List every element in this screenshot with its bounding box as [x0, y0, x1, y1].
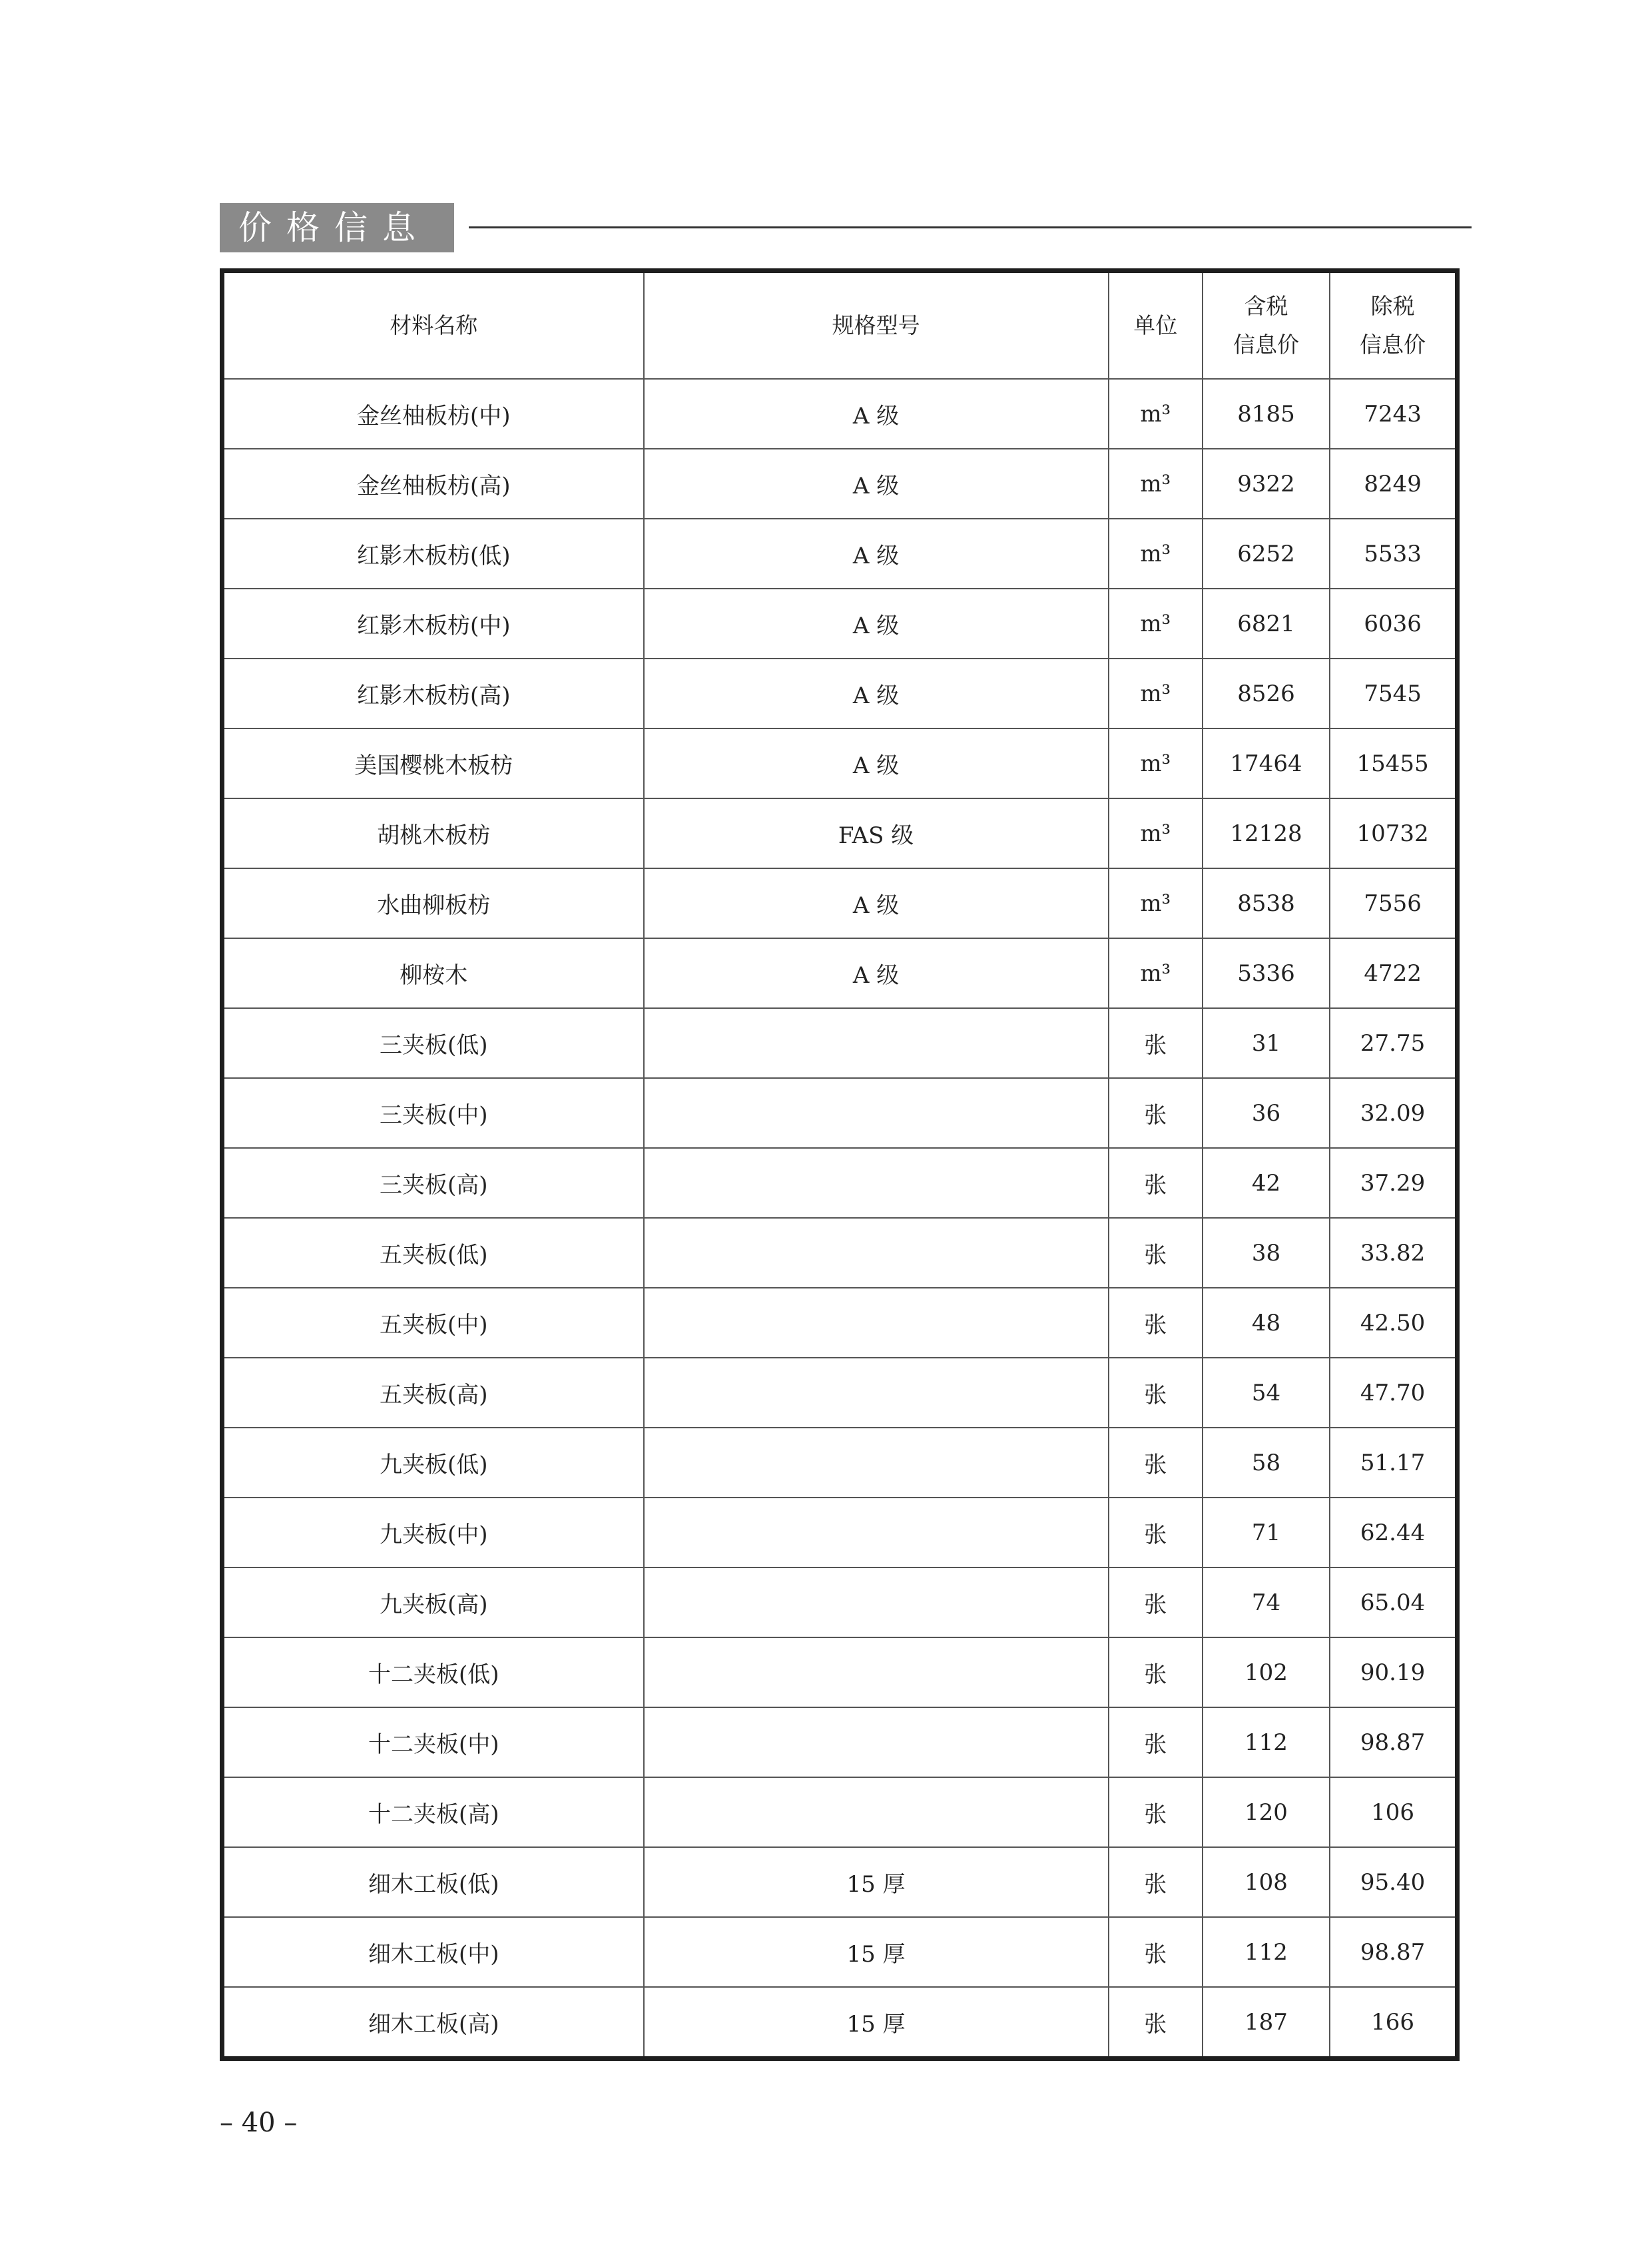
cell-unit: m³: [1109, 798, 1203, 868]
cell-material-name: 三夹板(低): [222, 1008, 644, 1078]
table-row: [222, 449, 1458, 519]
cell-spec: [644, 1288, 1109, 1358]
cell-material-name: 红影木板枋(中): [222, 589, 644, 659]
cell-spec: A 级: [644, 659, 1109, 728]
cell-unit: 张: [1109, 1707, 1203, 1777]
cell-unit: m³: [1109, 938, 1203, 1008]
table-row: [222, 798, 1458, 868]
cell-spec: 15 厚: [644, 1987, 1109, 2059]
header-tax-price-line1: 含税: [1244, 293, 1288, 319]
cell-spec: A 级: [644, 449, 1109, 519]
cell-unit: 张: [1109, 1428, 1203, 1498]
cell-tax-price: 102: [1203, 1637, 1330, 1707]
cell-spec: A 级: [644, 589, 1109, 659]
cell-material-name: 三夹板(中): [222, 1078, 644, 1148]
cell-tax-price: 112: [1203, 1917, 1330, 1987]
cell-spec: [644, 1078, 1109, 1148]
cell-ex-tax-price: 98.87: [1330, 1707, 1457, 1777]
cell-ex-tax-price: 65.04: [1330, 1567, 1457, 1637]
table-row: [222, 659, 1458, 728]
cell-spec: [644, 1567, 1109, 1637]
cell-tax-price: 5336: [1203, 938, 1330, 1008]
cell-spec: A 级: [644, 868, 1109, 938]
cell-spec: [644, 1498, 1109, 1567]
cell-ex-tax-price: 4722: [1330, 938, 1457, 1008]
cell-ex-tax-price: 7556: [1330, 868, 1457, 938]
cell-unit: m³: [1109, 589, 1203, 659]
cell-ex-tax-price: 98.87: [1330, 1917, 1457, 1987]
cell-tax-price: 71: [1203, 1498, 1330, 1567]
cell-unit: 张: [1109, 1288, 1203, 1358]
cell-spec: [644, 1428, 1109, 1498]
cell-spec: [644, 1637, 1109, 1707]
table-row: [222, 1078, 1458, 1148]
cell-tax-price: 31: [1203, 1008, 1330, 1078]
cell-ex-tax-price: 47.70: [1330, 1358, 1457, 1428]
cell-tax-price: 17464: [1203, 728, 1330, 798]
cell-unit: m³: [1109, 728, 1203, 798]
cell-unit: m³: [1109, 379, 1203, 449]
cell-tax-price: 112: [1203, 1707, 1330, 1777]
header-ex-tax-price-line1: 除税: [1370, 293, 1415, 319]
cell-tax-price: 58: [1203, 1428, 1330, 1498]
cell-ex-tax-price: 106: [1330, 1777, 1457, 1847]
cell-unit: 张: [1109, 1078, 1203, 1148]
table-row: [222, 1428, 1458, 1498]
table-header-row: [222, 271, 1458, 380]
cell-ex-tax-price: 7243: [1330, 379, 1457, 449]
cell-unit: 张: [1109, 1148, 1203, 1218]
cell-ex-tax-price: 15455: [1330, 728, 1457, 798]
cell-material-name: 九夹板(低): [222, 1428, 644, 1498]
cell-material-name: 胡桃木板枋: [222, 798, 644, 868]
table-row: [222, 1987, 1458, 2059]
table-row: [222, 1707, 1458, 1777]
cell-tax-price: 8526: [1203, 659, 1330, 728]
price-table: [220, 268, 1460, 2061]
section-divider: [469, 226, 1472, 228]
cell-tax-price: 74: [1203, 1567, 1330, 1637]
table-row: [222, 1498, 1458, 1567]
cell-unit: 张: [1109, 1498, 1203, 1567]
cell-unit: m³: [1109, 868, 1203, 938]
table-row: [222, 1008, 1458, 1078]
cell-unit: m³: [1109, 519, 1203, 589]
cell-tax-price: 54: [1203, 1358, 1330, 1428]
cell-ex-tax-price: 95.40: [1330, 1847, 1457, 1917]
cell-tax-price: 108: [1203, 1847, 1330, 1917]
cell-tax-price: 6252: [1203, 519, 1330, 589]
cell-ex-tax-price: 8249: [1330, 449, 1457, 519]
table-row: [222, 519, 1458, 589]
table-row: [222, 728, 1458, 798]
cell-spec: [644, 1358, 1109, 1428]
cell-material-name: 五夹板(低): [222, 1218, 644, 1288]
cell-unit: 张: [1109, 1637, 1203, 1707]
table-row: [222, 1637, 1458, 1707]
cell-material-name: 五夹板(高): [222, 1358, 644, 1428]
cell-unit: 张: [1109, 1987, 1203, 2059]
cell-tax-price: 12128: [1203, 798, 1330, 868]
cell-tax-price: 8185: [1203, 379, 1330, 449]
cell-unit: m³: [1109, 659, 1203, 728]
cell-ex-tax-price: 27.75: [1330, 1008, 1457, 1078]
cell-ex-tax-price: 51.17: [1330, 1428, 1457, 1498]
cell-unit: 张: [1109, 1567, 1203, 1637]
cell-material-name: 金丝柚板枋(高): [222, 449, 644, 519]
cell-material-name: 细木工板(中): [222, 1917, 644, 1987]
cell-material-name: 九夹板(中): [222, 1498, 644, 1567]
cell-tax-price: 120: [1203, 1777, 1330, 1847]
cell-unit: 张: [1109, 1917, 1203, 1987]
cell-unit: 张: [1109, 1777, 1203, 1847]
header-spec: 规格型号: [644, 271, 1109, 380]
cell-tax-price: 6821: [1203, 589, 1330, 659]
page-number: – 40 –: [220, 2108, 298, 2138]
cell-material-name: 细木工板(高): [222, 1987, 644, 2059]
cell-unit: m³: [1109, 449, 1203, 519]
cell-spec: [644, 1148, 1109, 1218]
table-row: [222, 1288, 1458, 1358]
cell-spec: A 级: [644, 519, 1109, 589]
header-material-name: 材料名称: [222, 271, 644, 380]
cell-spec: A 级: [644, 379, 1109, 449]
cell-material-name: 十二夹板(中): [222, 1707, 644, 1777]
section-title: 价格信息: [220, 203, 454, 252]
cell-material-name: 十二夹板(低): [222, 1637, 644, 1707]
cell-ex-tax-price: 166: [1330, 1987, 1457, 2059]
cell-ex-tax-price: 90.19: [1330, 1637, 1457, 1707]
cell-tax-price: 48: [1203, 1288, 1330, 1358]
cell-spec: 15 厚: [644, 1917, 1109, 1987]
cell-spec: A 级: [644, 728, 1109, 798]
cell-ex-tax-price: 37.29: [1330, 1148, 1457, 1218]
cell-unit: 张: [1109, 1358, 1203, 1428]
cell-ex-tax-price: 32.09: [1330, 1078, 1457, 1148]
cell-material-name: 红影木板枋(高): [222, 659, 644, 728]
cell-ex-tax-price: 10732: [1330, 798, 1457, 868]
cell-tax-price: 8538: [1203, 868, 1330, 938]
cell-material-name: 九夹板(高): [222, 1567, 644, 1637]
table-body: [222, 379, 1458, 2059]
cell-tax-price: 187: [1203, 1987, 1330, 2059]
cell-material-name: 五夹板(中): [222, 1288, 644, 1358]
table-row: [222, 938, 1458, 1008]
cell-tax-price: 9322: [1203, 449, 1330, 519]
cell-spec: [644, 1218, 1109, 1288]
cell-ex-tax-price: 62.44: [1330, 1498, 1457, 1567]
table-row: [222, 1358, 1458, 1428]
cell-material-name: 三夹板(高): [222, 1148, 644, 1218]
cell-unit: 张: [1109, 1218, 1203, 1288]
table-row: [222, 1917, 1458, 1987]
cell-spec: [644, 1777, 1109, 1847]
cell-material-name: 柳桉木: [222, 938, 644, 1008]
table-row: [222, 868, 1458, 938]
header-tax-price: [1203, 271, 1330, 380]
cell-material-name: 十二夹板(高): [222, 1777, 644, 1847]
header-unit: 单位: [1109, 271, 1203, 380]
table-row: [222, 1567, 1458, 1637]
cell-material-name: 细木工板(低): [222, 1847, 644, 1917]
table-row: [222, 589, 1458, 659]
header-ex-tax-price: [1330, 271, 1457, 380]
table-row: [222, 1777, 1458, 1847]
cell-ex-tax-price: 42.50: [1330, 1288, 1457, 1358]
cell-unit: 张: [1109, 1008, 1203, 1078]
cell-tax-price: 38: [1203, 1218, 1330, 1288]
cell-ex-tax-price: 5533: [1330, 519, 1457, 589]
table-row: [222, 1148, 1458, 1218]
table-row: [222, 1847, 1458, 1917]
cell-material-name: 金丝柚板枋(中): [222, 379, 644, 449]
header-ex-tax-price-line2: 信息价: [1360, 332, 1426, 358]
cell-ex-tax-price: 6036: [1330, 589, 1457, 659]
cell-material-name: 红影木板枋(低): [222, 519, 644, 589]
cell-material-name: 美国樱桃木板枋: [222, 728, 644, 798]
cell-spec: 15 厚: [644, 1847, 1109, 1917]
cell-ex-tax-price: 7545: [1330, 659, 1457, 728]
cell-unit: 张: [1109, 1847, 1203, 1917]
header-tax-price-line2: 信息价: [1233, 332, 1299, 358]
cell-spec: A 级: [644, 938, 1109, 1008]
cell-tax-price: 36: [1203, 1078, 1330, 1148]
cell-material-name: 水曲柳板枋: [222, 868, 644, 938]
cell-spec: [644, 1707, 1109, 1777]
cell-ex-tax-price: 33.82: [1330, 1218, 1457, 1288]
cell-tax-price: 42: [1203, 1148, 1330, 1218]
table-row: [222, 379, 1458, 449]
cell-spec: FAS 级: [644, 798, 1109, 868]
cell-spec: [644, 1008, 1109, 1078]
table-row: [222, 1218, 1458, 1288]
